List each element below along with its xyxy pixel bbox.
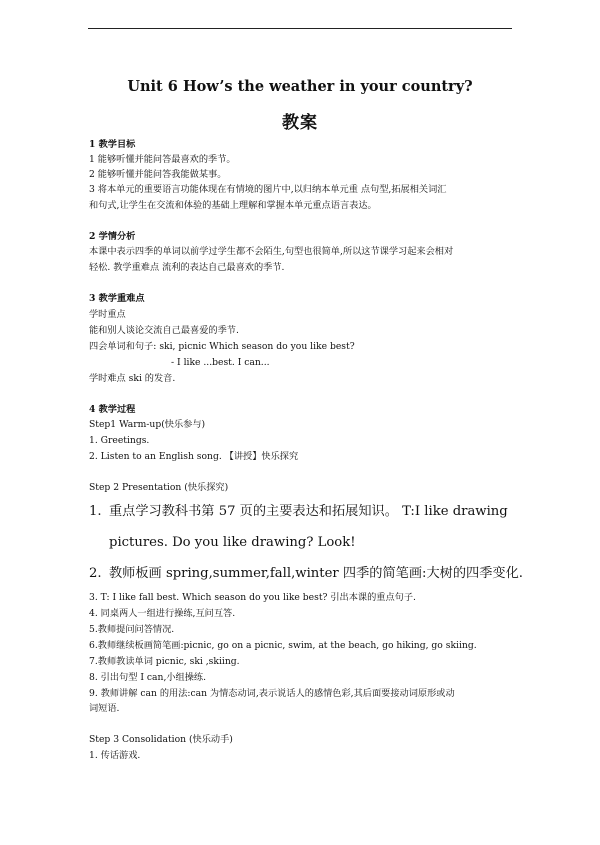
step2-item: 8. 引出句型 I can,小组操练. — [89, 672, 207, 683]
step2-big-item-text: pictures. Do you like drawing? Look! — [109, 535, 356, 550]
objectives-line: 1 能够听懂并能问答最喜欢的季节。 — [89, 154, 236, 165]
step1-item: 1. Greetings. — [89, 435, 150, 446]
key-points-line: 学时重点 — [89, 309, 126, 320]
objectives-line: 和句式,让学生在交流和体验的基础上理解和掌握本单元重点语言表达。 — [89, 200, 377, 211]
step3-item: 1. 传话游戏. — [89, 750, 141, 761]
step2-big-item — [89, 504, 508, 520]
step2-item: 4. 同桌两人一组进行操练,互问互答. — [89, 608, 236, 619]
header-rule — [88, 28, 512, 29]
process-heading: 4 教学过程 — [89, 404, 136, 415]
step2-item: 7.教师教读单词 picnic, ski ,skiing. — [89, 656, 240, 667]
step2-big-item-text: 重点学习教科书第 57 页的主要表达和拓展知识。 T:I like drawing — [109, 504, 508, 519]
analysis-line: 轻松. 教学重难点 流利的表达自己最喜欢的季节. — [89, 262, 285, 273]
step1-label: Step1 Warm-up(快乐参与) — [89, 419, 206, 430]
objectives-line: 2 能够听懂并能问答我能做某事。 — [89, 169, 227, 180]
step2-big-item-number: 2. — [89, 566, 102, 581]
step2-item: 6.教师继续板画简笔画:picnic, go on a picnic, swim, at the beach, go hiking, go skiing. — [89, 640, 477, 651]
step2-big-item-number: 1. — [89, 504, 102, 519]
step2-big-item — [89, 566, 523, 582]
objectives-line: 3 将本单元的重要语言功能体现在有情境的图片中,以归纳本单元重 点句型,拓展相关词汇 — [89, 184, 447, 195]
step2-item: 词短语. — [89, 703, 120, 714]
step2-label: Step 2 Presentation (快乐探究) — [89, 482, 229, 493]
step3-label: Step 3 Consolidation (快乐动手) — [89, 734, 233, 745]
analysis-heading: 2 学情分析 — [89, 231, 136, 242]
analysis-line: 本课中表示四季的单词以前学过学生都不会陌生,句型也很简单,所以这节课学习起来会相对 — [89, 246, 454, 257]
step2-big-item — [109, 535, 356, 551]
document-title: Unit 6 How’s the weather in your country? — [127, 78, 473, 95]
step2-big-item-text: 教师板画 spring,summer,fall,winter 四季的简笔画:大树的四季变化. — [109, 566, 523, 581]
key-points-line: 四会单词和句子: ski, picnic Which season do you like best? — [89, 341, 355, 352]
key-points-line: 能和别人谈论交流自己最喜爱的季节. — [89, 325, 239, 336]
step1-item: 2. Listen to an English song. 【讲授】快乐探究 — [89, 451, 299, 462]
key-points-line: - I like ...best. I can... — [171, 357, 270, 368]
step2-item: 3. T: I like fall best. Which season do you like best? 引出本课的重点句子. — [89, 592, 416, 603]
step2-item: 5.教师提问问答情况. — [89, 624, 175, 635]
key-points-line: 学时难点 ski 的发音. — [89, 373, 176, 384]
key-points-heading: 3 教学重难点 — [89, 293, 145, 304]
document-subtitle: 教案 — [282, 113, 318, 133]
step2-item: 9. 教师讲解 can 的用法:can 为情态动词,表示说话人的感情色彩,其后面要接动词原形或动 — [89, 688, 455, 699]
objectives-heading: 1 教学目标 — [89, 139, 136, 150]
